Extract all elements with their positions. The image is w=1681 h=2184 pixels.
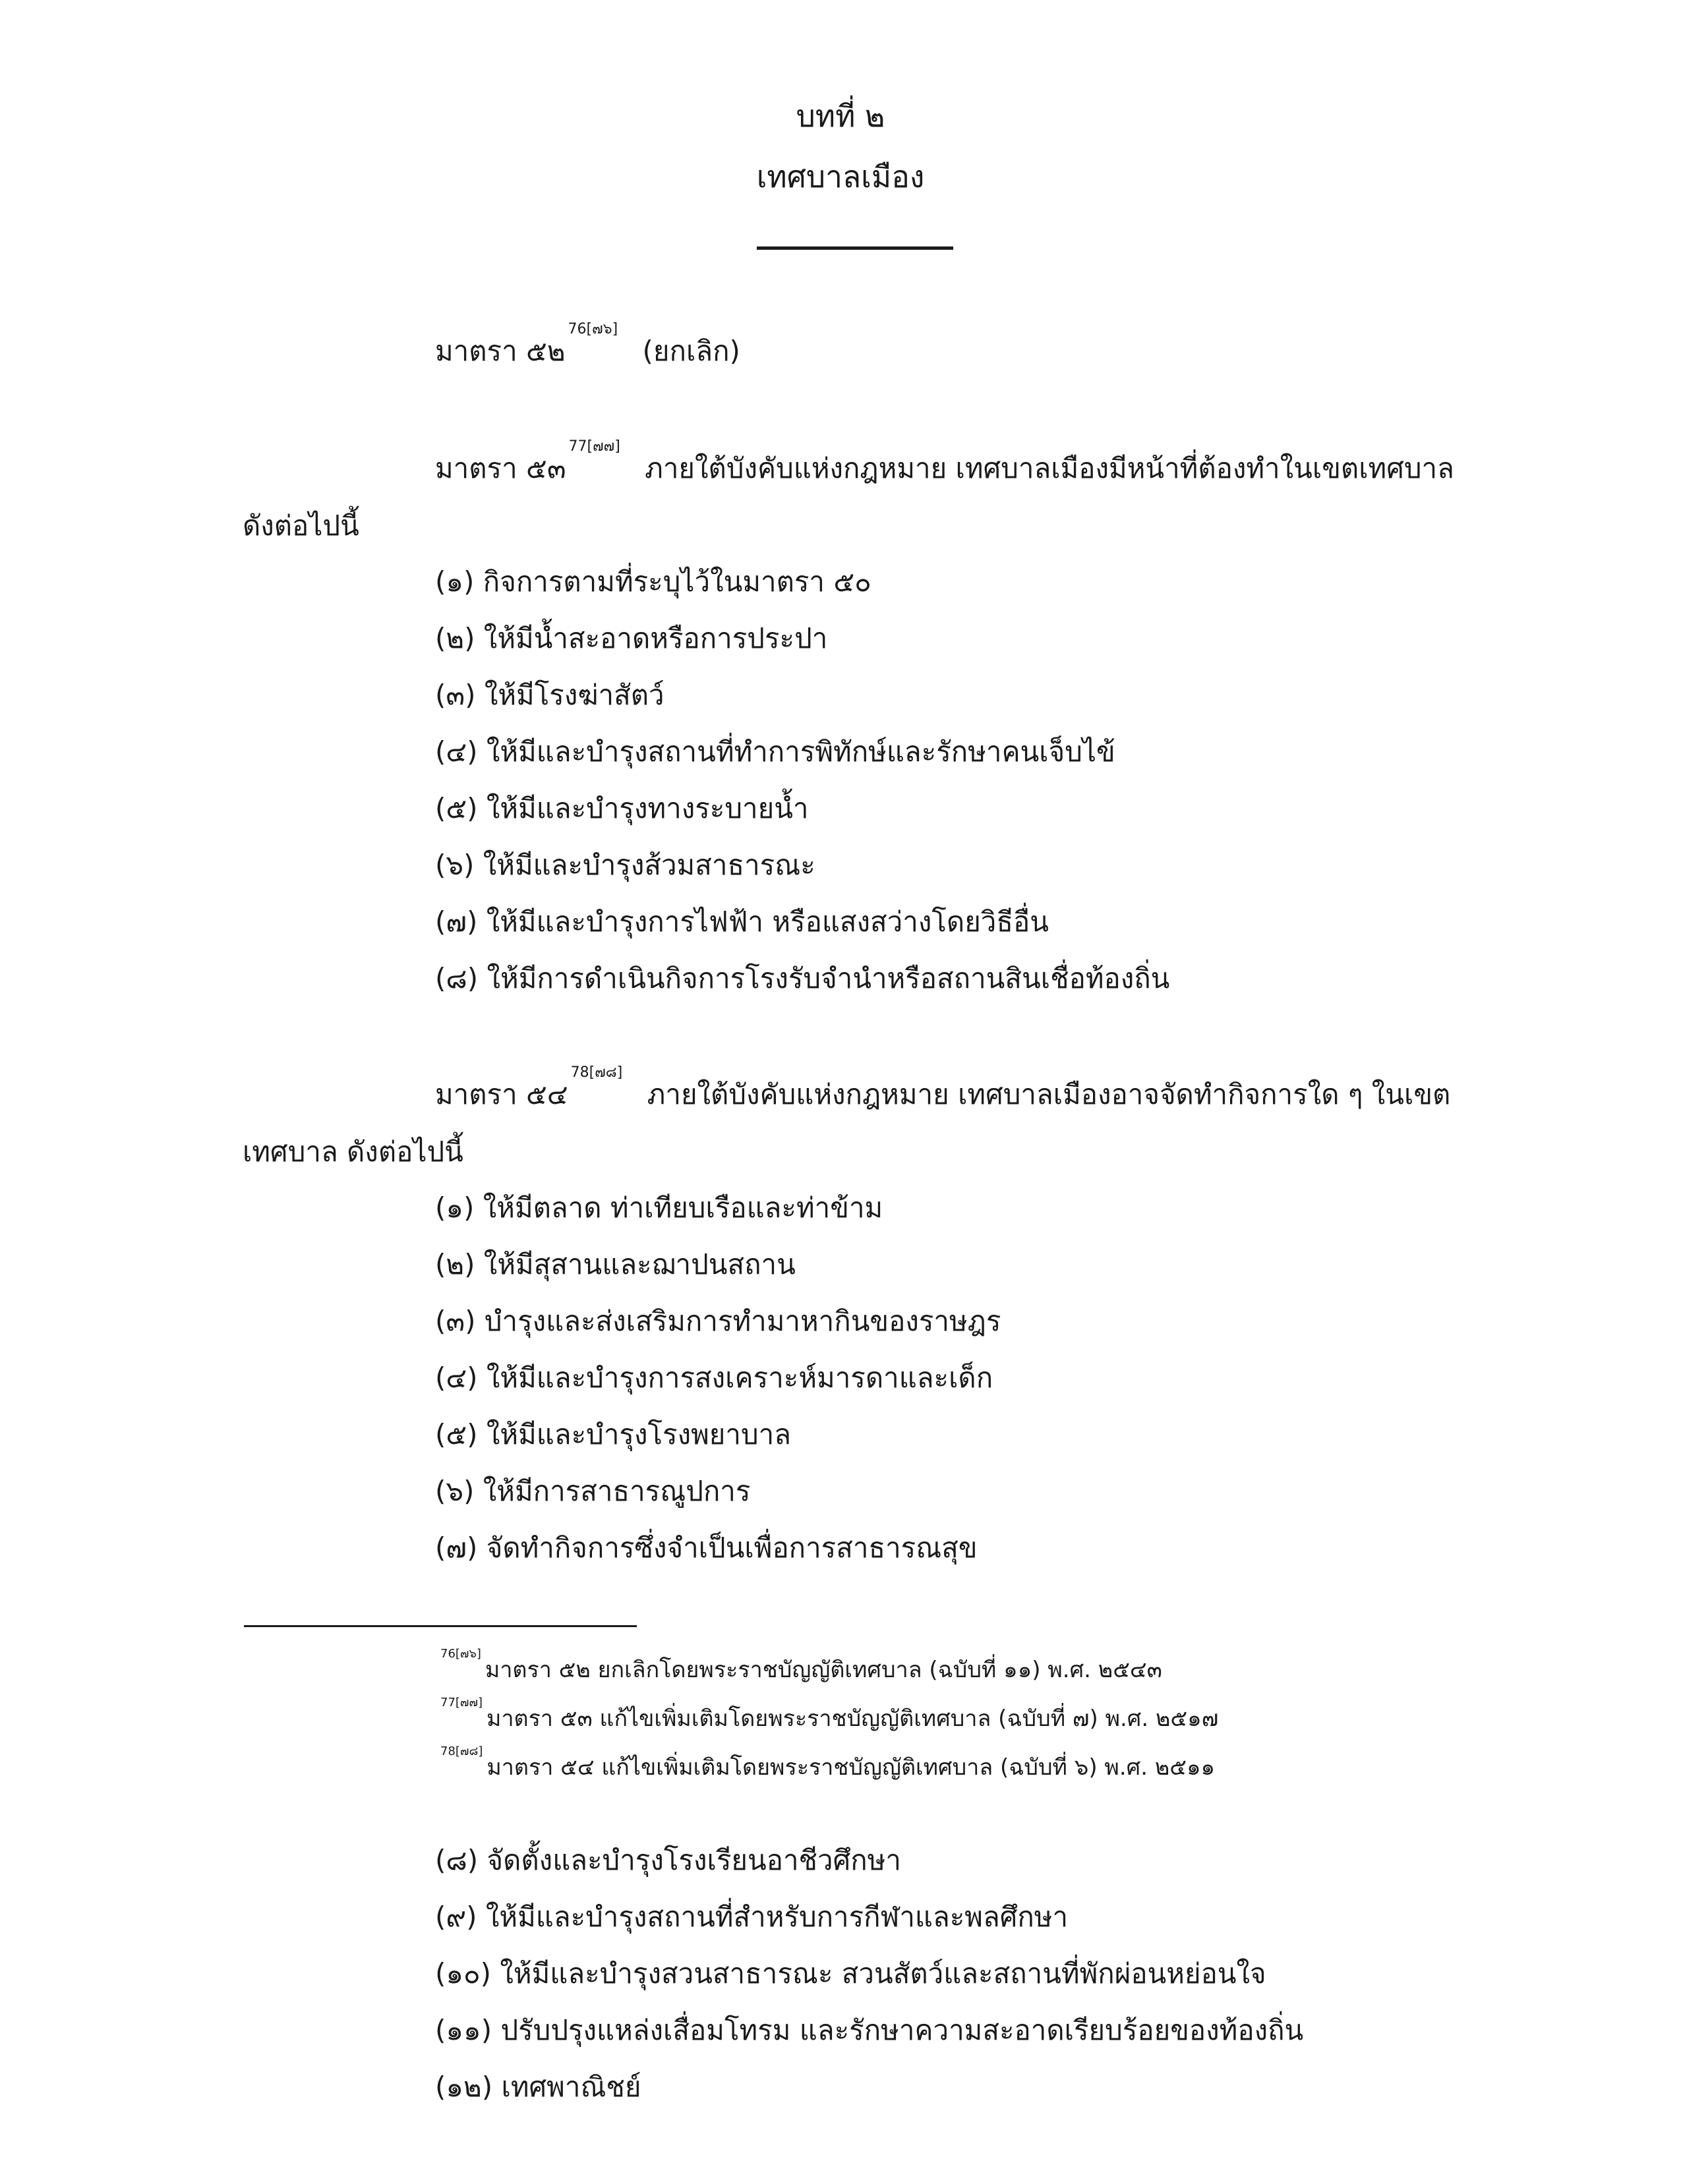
section-53-line2: ดังต่อไปนี้	[243, 509, 359, 542]
list-item: (๒) ให้มีน้ำสะอาดหรือการประปา	[435, 622, 828, 654]
footnote-text: มาตรา ๕๒ ยกเลิกโดยพระราชบัญญัติเทศบาล (ฉบับที่ ๑๑) พ.ศ. ๒๕๔๓	[485, 1657, 1162, 1683]
section-54-text: ภายใต้บังคับแห่งกฎหมาย เทศบาลเมืองอาจจัดทำกิจการใด ๆ ในเขต	[647, 1078, 1451, 1110]
section-54-label: มาตรา ๕๔	[435, 1078, 568, 1110]
list-item: (๖) ให้มีและบำรุงส้วมสาธารณะ	[435, 849, 815, 881]
list-item: (๕) ให้มีและบำรุงทางระบายน้ำ	[435, 792, 809, 824]
footnote-text: มาตรา ๕๔ แก้ไขเพิ่มเติมโดยพระราชบัญญัติเทศบาล (ฉบับที่ ๖) พ.ศ. ๒๕๑๑	[487, 1754, 1216, 1781]
list-item: (๖) ให้มีการสาธารณูปการ	[435, 1475, 751, 1507]
list-item: (๙) ให้มีและบำรุงสถานที่สำหรับการกีฬาและพลศึกษา	[435, 1901, 1069, 1933]
section-52-text: (ยกเลิก)	[642, 335, 740, 367]
list-item: (๑๒) เทศพาณิชย์	[435, 2071, 641, 2103]
footnote-marker: 76[๗๖]	[440, 1646, 481, 1661]
list-item: (๕) ให้มีและบำรุงโรงพยาบาล	[435, 1418, 791, 1451]
footnote-ref-77[interactable]: 77[๗๗]	[568, 438, 620, 455]
section-53-label: มาตรา ๕๓	[435, 452, 566, 484]
footnote-text: มาตรา ๕๓ แก้ไขเพิ่มเติมโดยพระราชบัญญัติเทศบาล (ฉบับที่ ๗) พ.ศ. ๒๕๑๗	[487, 1706, 1219, 1732]
list-item: (๑) กิจการตามที่ระบุไว้ในมาตรา ๕๐	[435, 565, 871, 598]
section-54-line1	[435, 1064, 1451, 1116]
list-item: (๔) ให้มีและบำรุงสถานที่ทำการพิทักษ์และรักษาคนเจ็บไข้	[435, 735, 1115, 768]
footnote-ref-78[interactable]: 78[๗๘]	[570, 1064, 623, 1081]
list-item: (๗) จัดทำกิจการซึ่งจำเป็นเพื่อการสาธารณสุข	[435, 1532, 978, 1564]
list-item: (๗) ให้มีและบำรุงการไฟฟ้า หรือแสงสว่างโดยวิธีอื่น	[435, 905, 1049, 938]
footnote-77	[440, 1695, 1219, 1736]
section-54-line2: เทศบาล ดังต่อไปนี้	[243, 1135, 463, 1168]
footnote-76	[440, 1646, 1162, 1687]
list-item: (๑) ให้มีตลาด ท่าเทียบเรือและท่าข้าม	[435, 1192, 883, 1224]
footnote-separator	[244, 1625, 637, 1627]
footnote-78	[440, 1744, 1216, 1785]
section-52	[435, 321, 740, 373]
heading-rule	[757, 246, 953, 250]
list-item: (๑๑) ปรับปรุงแหล่งเสื่อมโทรม และรักษาความสะอาดเรียบร้อยของท้องถิ่น	[435, 2014, 1304, 2046]
chapter-subtitle: เทศบาลเมือง	[756, 159, 925, 194]
section-52-label: มาตรา ๕๒	[435, 335, 566, 367]
list-item: (๘) ให้มีการดำเนินกิจการโรงรับจำนำหรือสถานสินเชื่อท้องถิ่น	[435, 962, 1170, 994]
chapter-title: บทที่ ๒	[796, 98, 885, 134]
list-item: (๓) บำรุงและส่งเสริมการทำมาหากินของราษฎร	[435, 1305, 1001, 1337]
list-item: (๑๐) ให้มีและบำรุงสวนสาธารณะ สวนสัตว์และสถานที่พักผ่อนหย่อนใจ	[435, 1957, 1266, 1990]
list-item: (๘) จัดตั้งและบำรุงโรงเรียนอาชีวศึกษา	[435, 1844, 901, 1876]
list-item: (๒) ให้มีสุสานและฌาปนสถาน	[435, 1248, 796, 1280]
section-53-text: ภายใต้บังคับแห่งกฎหมาย เทศบาลเมืองมีหน้าที่ต้องทำในเขตเทศบาล	[645, 452, 1454, 484]
list-item: (๔) ให้มีและบำรุงการสงเคราะห์มารดาและเด็ก	[435, 1362, 993, 1394]
footnote-marker: 77[๗๗]	[440, 1695, 483, 1710]
footnote-ref-76[interactable]: 76[๗๖]	[568, 321, 618, 337]
section-53-line1	[435, 438, 1454, 490]
footnote-marker: 78[๗๘]	[440, 1744, 483, 1758]
list-item: (๓) ให้มีโรงฆ่าสัตว์	[435, 679, 664, 711]
